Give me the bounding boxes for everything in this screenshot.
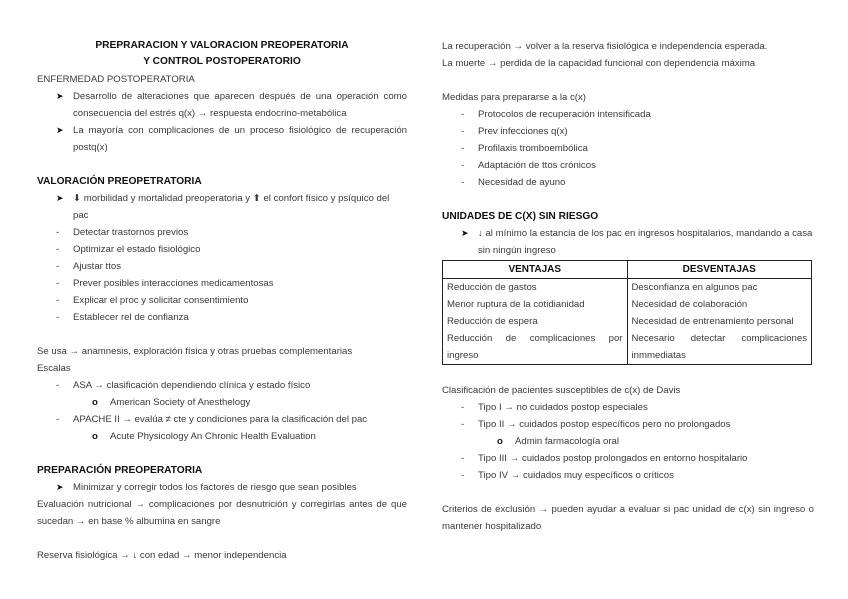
valoracion-item: - Prever posibles interacciones medicamentosas [56,278,274,289]
medidas-item: - Protocolos de recuperación intensificada [461,109,651,120]
valoracion-item: - Optimizar el estado fisiológico [56,244,201,255]
desventaja-item: Desconfianza en algunos pac [631,282,758,293]
ventajas-desventajas-table [442,260,812,365]
doc-title-line-2: Y CONTROL POSTOPERATORIO [143,56,301,67]
reserva-text: Reserva fisiológica → ↓ con edad → menor independencia [37,550,287,561]
right-column [442,38,814,535]
enfermedad-bullet-1: ➤ Desarrollo de alteraciones que aparecen después de una operación como consecuencia del estrés q(x) → respuesta endocrino-metabólica [37,88,407,122]
se-usa-text: Se usa → anamnesis, exploración física y otras pruebas complementarias [37,346,353,357]
apache-item: - APACHE II → evalúa ≠ cte y condiciones para la clasificación del pac [56,414,368,425]
tipo-sub-item: o Admin farmacología oral [497,436,619,447]
ventajas-header: VENTAJAS [443,261,628,279]
preparacion-arrow-bullet: ➤ Minimizar y corregir todos los factores de riesgo que sean posibles [37,479,407,496]
tipo-item: - Tipo III → cuidados postop prolongados en entorno hospitalario [461,453,748,464]
arrow-bullet-icon: ➤ [56,91,64,101]
arrow-bullet-icon: ➤ [56,193,64,203]
arrow-bullet-icon: ➤ [56,125,64,135]
desventaja-item: Necesario detectar complicaciones inmmediatas [631,333,807,361]
ventajas-cell [443,279,628,365]
valoracion-arrow-bullet: ➤ ⬇ morbilidad y mortalidad preoperatoria y ⬆ el confort físico y psíquico del pac [37,190,407,224]
valoracion-item: - Ajustar ttos [56,261,121,272]
unidades-heading: UNIDADES DE C(X) SIN RIESGO [442,211,599,222]
preparacion-heading: PREPARACIÓN PREOPERATORIA [37,465,203,476]
tipo-item: - Tipo IV → cuidados muy específicos o críticos [461,470,674,481]
medidas-item: - Prev infecciones q(x) [461,126,568,137]
muerte-text: La muerte → perdida de la capacidad funcional con dependencia máxima [442,58,756,69]
enfermedad-heading: ENFERMEDAD POSTOPERATORIA [37,74,195,85]
valoracion-heading: VALORACIÓN PREOPETRATORIA [37,176,202,187]
desventaja-item: Necesidad de colaboración [631,299,748,310]
arrow-bullet-icon: ➤ [56,482,64,492]
unidades-arrow-bullet: ➤ ↓ al mínimo la estancia de los pac en ingresos hospitalarios, mandando a casa sin ningún ingreso [442,225,814,259]
table-header-row [443,261,812,279]
ventaja-item: Reducción de gastos [447,282,537,293]
valoracion-item: - Explicar el proc y solicitar consentimiento [56,295,249,306]
recuperacion-text: La recuperación → volver a la reserva fisiológica e independencia esperada. [442,41,768,52]
criterios-text: Criterios de exclusión → pueden ayudar a evaluar si pac unidad de c(x) sin ingreso o mantener hospitalizado [442,504,814,532]
apache-sub-item: o Acute Physicology An Chronic Health Evaluation [92,431,316,442]
medidas-item: - Profilaxis tromboembólica [461,143,588,154]
clasificacion-heading: Clasificación de pacientes susceptibles de c(x) de Davis [442,385,681,396]
ventaja-item: Reducción de complicaciones por ingreso [447,333,623,361]
ventaja-item: Reducción de espera [447,316,538,327]
evaluacion-text: Evaluación nutricional → complicaciones por desnutrición y corregirlas antes de que sucedan → en base % albumina en sangre [37,499,407,527]
valoracion-item: - Establecer rel de confianza [56,312,189,323]
asa-item: - ASA → clasificación dependiendo clínica y estado físico [56,380,311,391]
medidas-heading: Medidas para prepararse a la c(x) [442,92,586,103]
medidas-item: - Necesidad de ayuno [461,177,566,188]
medidas-item: - Adaptación de ttos crónicos [461,160,596,171]
arrow-bullet-icon: ➤ [461,228,469,238]
ventaja-item: Menor ruptura de la cotidianidad [447,299,585,310]
desventajas-header: DESVENTAJAS [627,261,812,279]
tipo-item: - Tipo II → cuidados postop específicos pero no prolongados [461,419,731,430]
doc-title-line-1: PREPRARACION Y VALORACION PREOPERATORIA [95,40,349,51]
asa-sub-item: o American Society of Anesthelogy [92,397,251,408]
valoracion-item: - Detectar trastornos previos [56,227,189,238]
left-column [37,38,407,564]
tipo-item: - Tipo I → no cuidados postop especiales [461,402,648,413]
desventaja-item: Necesidad de entrenamiento personal [631,316,794,327]
desventajas-cell [627,279,812,365]
escalas-label: Escalas [37,363,71,374]
table-row [443,279,812,365]
enfermedad-bullet-2: ➤ La mayoría con complicaciones de un proceso fisiológico de recuperación postq(x) [37,122,407,156]
